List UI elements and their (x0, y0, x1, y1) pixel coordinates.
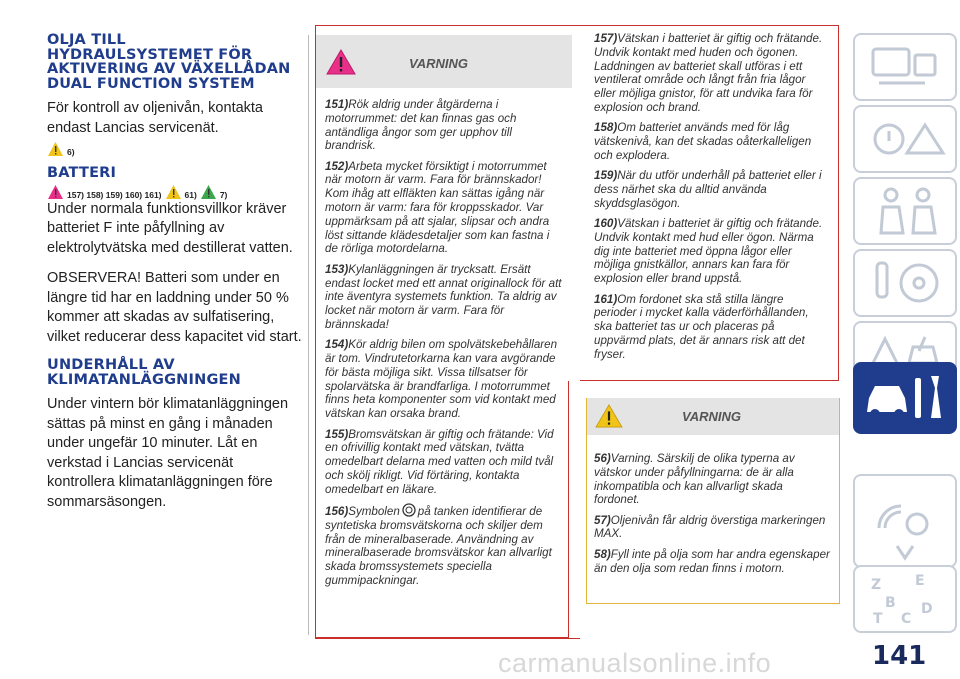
warning-item: 152)Arbeta mycket försiktigt i motorrummet när motorn är varm. Fara för brännskador! Kom ihåg att elfläkten kan sättas igång när motorn är varm: fara för kroppsskador. Var uppmärksam på att sjalar, slipsar och andra löst sittande klädesdetaljer som kan fastna i de rörliga motordelarna. (325, 159, 550, 256)
heading-climate: UNDERHÅLL AV KLIMATANLÄGGNINGEN (47, 357, 241, 388)
warning-title: VARNING (409, 56, 468, 71)
caution-title: VARNING (682, 409, 741, 424)
ref-7: 7) (219, 189, 228, 200)
warning-box-main-bottom-right (580, 380, 838, 381)
maintenance-icon (855, 364, 955, 432)
warning-item: 155)Bromsvätskan är giftig och frätande: Vid en ofrivillig kontakt med vätskan, tvätta omedelbart delarna med vatten och mild tvål och skölj rikligt. Vid förtäring, kontakta omedelbart en läkare. (325, 427, 554, 496)
heading-hydraulic-oil: OLJA TILL HYDRAULSYSTEMET FÖR AKTIVERING AV VÄXELLÅDAN DUAL FUNCTION SYSTEM (47, 32, 291, 92)
hydraulic-oil-text: För kontroll av oljenivån, kontakta endast Lancias servicenät. (47, 100, 263, 136)
key-steering-icon (855, 251, 955, 315)
svg-text:T: T (873, 611, 883, 627)
heading-battery: BATTERI (47, 165, 117, 181)
tab-multimedia[interactable] (853, 474, 957, 568)
warning-item: 156)Symbolen på tanken identifierar de syntetiska bromsvätskorna och skiljer dem från de mineralbaserade. Användning av mineralbaserade bromsvätskor kan allvarligt skada bromssystemets speciella gummipackningar. (325, 505, 552, 587)
ref-line-oil (47, 140, 303, 157)
warning-list-1 (325, 98, 565, 594)
warning-item: 157)Vätskan i batteriet är giftig och frätande. Undvik kontakt med huden och ögonen. Laddningen av batteriet skall utföras i ett ventilerat område och långt från fria lågor eller möjliga gnistor, för att undvika fara för explosion och brand. (594, 32, 823, 114)
tab-seatbelt[interactable] (853, 177, 957, 245)
svg-text:B: B (885, 595, 896, 611)
index-icon (855, 567, 955, 631)
warning-item: 158)Om batteriet används med för låg vätskenivå, kan det skadas oåterkalleligen och explodera. (594, 121, 812, 162)
caution-header (587, 398, 839, 435)
svg-text:C: C (901, 611, 912, 627)
warning-box-bottom-left (315, 637, 569, 638)
caution-icon (165, 184, 182, 200)
warning-item: 151)Rök aldrig under åtgärderna i motorrummet: det kan finnas gas och antändliga ångor som ger upphov till brandrisk. (325, 98, 517, 153)
battery-text-1: Under normala funktionsvillkor kräver batteriet F inte påfyllning av elektrolytvätska med destillerat vatten. (47, 200, 293, 256)
tab-dashboard[interactable] (853, 33, 957, 101)
caution-item: 58)Fyll inte på olja som har andra egenskaper än den olja som redan finns i motorn. (594, 547, 830, 575)
caution-icon (47, 141, 64, 157)
page-number: 141 (872, 641, 927, 671)
environment-icon (200, 184, 217, 200)
caution-icon (595, 404, 623, 428)
tab-maintenance[interactable] (853, 362, 957, 434)
battery-text-2: OBSERVERA! Batteri som under en längre tid har en laddning under 50 % kommer att skadas av sulfatisering, vilket reducerar dess kapacitet vid start. (47, 270, 302, 345)
warning-box-inner-edge (568, 381, 569, 637)
brake-fluid-symbol-icon (402, 503, 416, 517)
warning-lights-icon (855, 107, 955, 171)
caution-item: 56)Varning. Särskilj de olika typerna av vätskor under påfyllningarna: de är alla inkompatibla och kan allvarligt skada fordonet. (594, 452, 795, 507)
warning-header (316, 35, 572, 88)
refs-157-161: 157) 158) 159) 160) 161) (67, 189, 162, 200)
warning-item: 153)Kylanläggningen är trycksatt. Ersätt endast locket med ett annat originallock för att inte äventyra systemets funktion. Ta aldrig av locket när motorn är varm. Fara för brännskada! (325, 262, 562, 331)
tab-warning-lights[interactable] (853, 105, 957, 173)
svg-text:E: E (915, 573, 925, 589)
dashboard-icon (855, 35, 955, 99)
ref-6: 6) (67, 147, 75, 157)
tab-key-steering[interactable] (853, 249, 957, 317)
multimedia-icon (855, 476, 955, 566)
danger-icon (326, 49, 356, 75)
watermark: carmanualsonline.info (498, 648, 772, 678)
ref-61: 61) (184, 189, 197, 200)
svg-text:Z: Z (871, 577, 882, 593)
svg-text:D: D (921, 601, 933, 617)
climate-text: Under vintern bör klimatanläggningen sättas på minst en gång i månaden under ungefär 10 minuter. Låt en verkstad i Lancias servicenät kontrollera klimatanläggningen före sommarsäsongen. (47, 396, 289, 510)
warning-item: 160)Vätskan i batteriet är giftig och frätande. Undvik kontakt med hud eller ögon. Närma dig inte batteriet med öppna lågor eller möjliga gnistkällor, annars kan fara för explosion eller brand uppstå. (594, 217, 823, 286)
danger-icon (47, 184, 64, 200)
warning-item: 161)Om fordonet ska stå stilla längre perioder i mycket kalla väderförhållanden, ska batteriet tas ur och placeras på uppvärmd plats, det är annars risk att det fryser. (594, 292, 809, 361)
tab-index[interactable] (853, 565, 957, 633)
warning-item: 159)När du utför underhåll på batteriet eller i dess närhet ska du alltid använda skyddsglasögon. (594, 169, 822, 210)
caution-list (594, 452, 830, 582)
ref-line-battery (47, 183, 303, 200)
column-divider-1 (308, 35, 309, 635)
seatbelt-icon (855, 179, 955, 243)
warning-list-2 (594, 32, 828, 368)
column-left (47, 33, 303, 512)
caution-item: 57)Oljenivån får aldrig överstiga markeringen MAX. (594, 513, 826, 541)
warning-item: 154)Kör aldrig bilen om spolvätskebehållaren är tom. Vindrutetorkarna kan vara avgörande för bästa möjliga sikt. Vissa tillsatser för spolarvätska är brandfarliga. I motorrummet finns heta komponenter som vid kontakt med vätskan kan orsaka brand. (325, 338, 558, 421)
